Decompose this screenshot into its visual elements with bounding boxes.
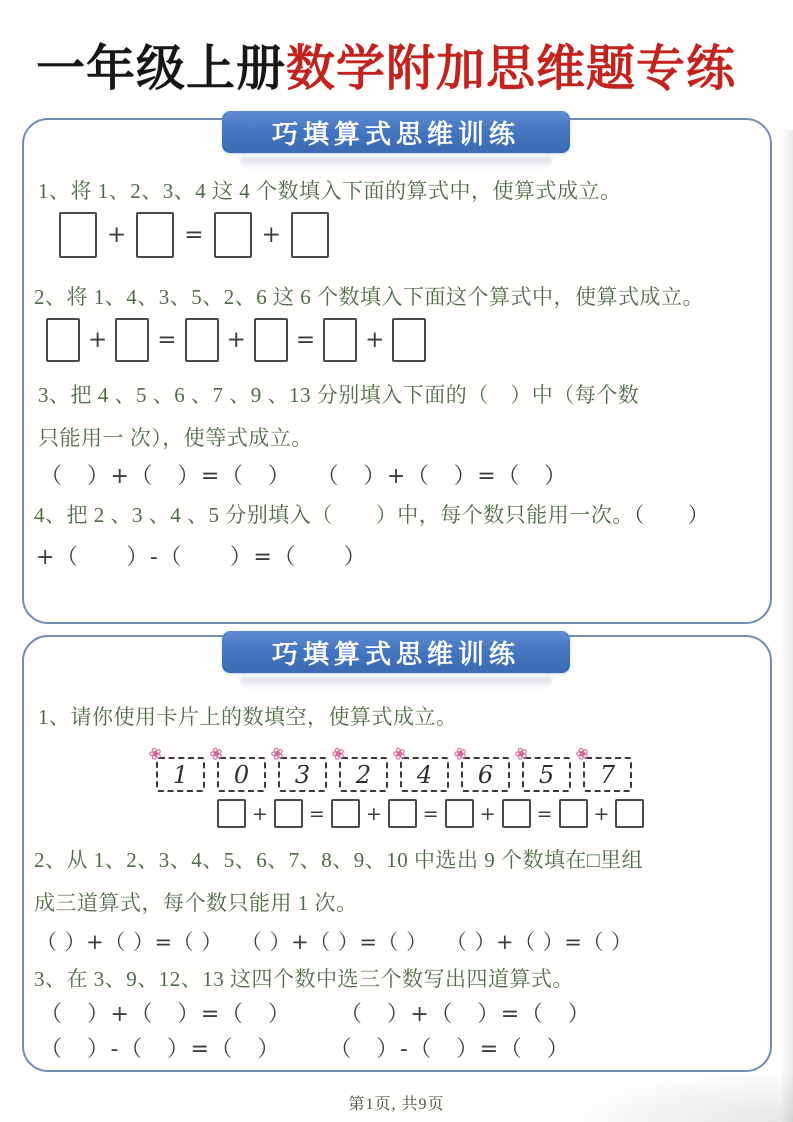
s2-problem1-equation-row [212, 799, 649, 828]
flower-pin-icon: ❀ [329, 744, 348, 765]
answer-box[interactable] [502, 799, 531, 828]
answer-box[interactable] [185, 318, 219, 362]
answer-box[interactable] [559, 799, 588, 828]
s2-problem1-text: 1、请你使用卡片上的数填空，使算式成立。 [38, 705, 458, 729]
s1-problem4-text-line1 [34, 500, 709, 530]
card-number: 2 [355, 760, 372, 789]
operator-symbol: + [226, 327, 246, 353]
answer-box[interactable] [445, 799, 474, 828]
operator-symbol: + [261, 222, 281, 248]
flower-pin-icon: ❀ [146, 744, 165, 765]
number-card [512, 744, 571, 792]
flower-pin-icon: ❀ [512, 744, 531, 765]
banner-reflection [240, 157, 552, 170]
operator-symbol: + [365, 327, 385, 353]
card-number: 4 [416, 760, 433, 789]
number-cards-row [146, 744, 632, 792]
number-card [451, 744, 510, 792]
card-number: 6 [477, 760, 494, 789]
banner-reflection [240, 677, 552, 690]
page-number-footer: 第1页, 共9页 [348, 1096, 445, 1113]
card-number: 3 [294, 760, 311, 789]
number-card [390, 744, 449, 792]
answer-box[interactable] [46, 318, 80, 362]
flower-pin-icon: ❀ [268, 744, 287, 765]
s2-problem3-text: 3、在 3、9、12、13 这四个数中选三个数写出四道算式。 [34, 967, 574, 991]
s1-problem2-text: 2、将 1、4、3、5、2、6 这 6 个数填入下面这个算式中，使算式成立。 [34, 285, 704, 309]
answer-box[interactable] [323, 318, 357, 362]
s1-problem1-text: 1、将 1、2、3、4 这 4 个数填入下面的算式中，使算式成立。 [38, 179, 622, 203]
answer-box[interactable] [136, 212, 174, 258]
flower-pin-icon: ❀ [573, 744, 592, 765]
card-number: 0 [233, 760, 250, 789]
s1-problem3-text-line1: 3、把 4 、5 、6 、7 、9 、13 分别填入下面的（ ）中（每个数 [38, 383, 640, 407]
scan-edge-shadow [781, 130, 793, 1122]
flower-pin-icon: ❀ [451, 744, 470, 765]
page-title-black: 一年级上册 [36, 41, 287, 96]
s1-problem4-green-part: 4、把 2 、3 、4 、5 分别填入（ ）中，每个数只能用一次。 [34, 503, 634, 527]
card-number: 5 [538, 760, 555, 789]
operator-symbol: + [107, 222, 127, 248]
s1-problem3-text-line2: 只能用一 次），使等式成立。 [38, 426, 313, 450]
section-1-header-banner: 巧填算式思维训练 [222, 111, 570, 153]
s2-problem2-text-line2: 成三道算式，每个数只能用 1 次。 [34, 891, 358, 915]
operator-symbol: = [157, 327, 177, 353]
s2-problem3-blank-equations-row2: （ ）-（ ）=（ ） （ ）-（ ）=（ ） [40, 1037, 571, 1062]
operator-symbol: + [365, 802, 382, 825]
answer-box[interactable] [254, 318, 288, 362]
operator-symbol: = [184, 222, 204, 248]
s1-problem4-blank-equation: +（ ）-（ ）=（ ） [36, 545, 368, 570]
flower-pin-icon: ❀ [207, 744, 226, 765]
s1-problem4-gray-part: （ ） [633, 503, 710, 527]
answer-box[interactable] [59, 212, 97, 258]
answer-box[interactable] [217, 799, 246, 828]
card-number: 7 [599, 760, 616, 789]
answer-box[interactable] [388, 799, 417, 828]
section-2-header-banner: 巧填算式思维训练 [222, 631, 570, 673]
operator-symbol: + [88, 327, 108, 353]
card-number: 1 [172, 760, 189, 789]
answer-box[interactable] [291, 212, 329, 258]
answer-box[interactable] [392, 318, 426, 362]
scan-corner-shadow [573, 1070, 793, 1122]
s1-problem3-blank-equations: （ ）+（ ）=（ ） （ ）+（ ）=（ ） [40, 464, 568, 489]
answer-box[interactable] [331, 799, 360, 828]
page-title [36, 38, 760, 100]
operator-symbol: = [308, 802, 325, 825]
number-card [573, 744, 632, 792]
answer-box[interactable] [214, 212, 252, 258]
number-card [268, 744, 327, 792]
operator-symbol: + [593, 802, 610, 825]
number-card [329, 744, 388, 792]
number-card [146, 744, 205, 792]
s2-problem3-blank-equations-row1: （ ）+（ ）=（ ） （ ）+（ ）=（ ） [40, 1002, 592, 1027]
operator-symbol: = [422, 802, 439, 825]
answer-box[interactable] [115, 318, 149, 362]
number-card [207, 744, 266, 792]
s2-problem2-blank-equations: （ ）+（ ）=（ ） （ ）+（ ）=（ ） （ ）+（ ）=（ ） [36, 930, 633, 954]
s1-problem2-equation-row [40, 318, 432, 362]
operator-symbol: = [295, 327, 316, 353]
answer-box[interactable] [274, 799, 303, 828]
s2-problem2-text-line1: 2、从 1、2、3、4、5、6、7、8、9、10 中选出 9 个数填在□里组 [34, 848, 644, 872]
answer-box[interactable] [615, 799, 644, 828]
operator-symbol: = [536, 802, 553, 825]
flower-pin-icon: ❀ [390, 744, 409, 765]
s1-problem1-equation-row [52, 212, 336, 258]
operator-symbol: + [479, 802, 496, 825]
operator-symbol: + [252, 802, 268, 825]
page-title-red: 数学附加思维题专练 [286, 41, 737, 96]
